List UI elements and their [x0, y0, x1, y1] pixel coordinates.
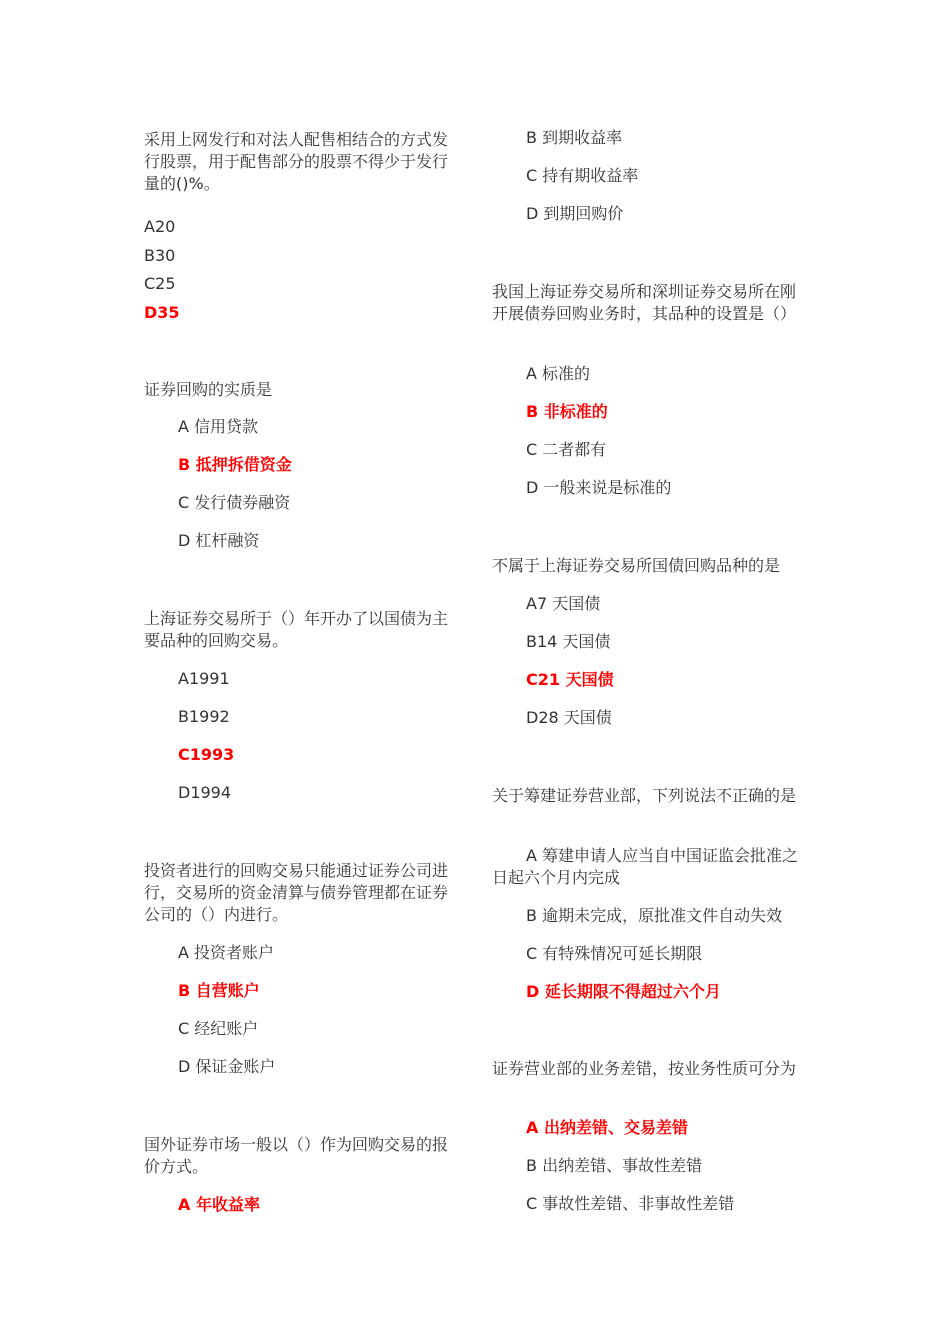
option-c: C 经纪账户 — [178, 1019, 259, 1038]
option-d: D 一般来说是标准的 — [526, 478, 672, 497]
option-b: B14 天国债 — [526, 632, 611, 651]
question-text: 投资者进行的回购交易只能通过证券公司进行，交易所的资金清算与债券管理都在证券公司的（）内进行。 — [144, 861, 449, 924]
option-b-correct: B 非标准的 — [526, 402, 608, 421]
option-a-correct: A 年收益率 — [178, 1195, 260, 1214]
question-text: 证券回购的实质是 — [144, 380, 273, 399]
option-d: D 到期回购价 — [526, 204, 624, 223]
option-d: D 杠杆融资 — [178, 531, 260, 550]
option-d-correct: D 延长期限不得超过六个月 — [526, 982, 721, 1001]
question-text: 上海证券交易所于（）年开办了以国债为主要品种的回购交易。 — [144, 609, 449, 650]
question-block — [144, 129, 454, 195]
option-b: B1992 — [178, 707, 230, 726]
option-c-correct: C1993 — [178, 745, 235, 764]
option-c-correct: C21 天国债 — [526, 670, 614, 689]
option-d-correct: D35 — [144, 303, 180, 322]
option-a: A 筹建申请人应当自中国证监会批准之日起六个月内完成 — [492, 846, 799, 887]
option-a-correct: A 出纳差错、交易差错 — [526, 1118, 688, 1137]
question-block — [144, 860, 454, 926]
option-b-correct: B 自营账户 — [178, 981, 260, 1000]
option-a: A 信用贷款 — [178, 417, 259, 436]
option-a: A1991 — [178, 669, 230, 688]
option-c: C 有特殊情况可延长期限 — [526, 944, 703, 963]
option-a: A20 — [144, 217, 176, 236]
question-text: 我国上海证券交易所和深圳证券交易所在刚开展债券回购业务时，其品种的设置是（） — [492, 282, 797, 323]
option-c: C 发行债券融资 — [178, 493, 291, 512]
question-block — [492, 785, 802, 807]
option-a: A 投资者账户 — [178, 943, 275, 962]
question-text: 国外证券市场一般以（）作为回购交易的报价方式。 — [144, 1135, 449, 1176]
option-c: C25 — [144, 274, 176, 293]
question-block — [144, 379, 454, 401]
question-text: 采用上网发行和对法人配售相结合的方式发行股票，用于配售部分的股票不得少于发行量的()%。 — [144, 130, 449, 193]
option-c: C 二者都有 — [526, 440, 607, 459]
question-block — [492, 1058, 802, 1080]
option-d: D28 天国债 — [526, 708, 612, 727]
option-b-correct: B 抵押拆借资金 — [178, 455, 292, 474]
question-text: 关于筹建证券营业部，下列说法不正确的是 — [492, 786, 797, 805]
question-block — [492, 281, 802, 325]
question-block — [144, 1134, 454, 1178]
question-text: 证券营业部的业务差错，按业务性质可分为 — [492, 1059, 797, 1078]
option-b: B30 — [144, 246, 176, 265]
option-d: D1994 — [178, 783, 232, 802]
option-a: A 标准的 — [526, 364, 591, 383]
option-c: C 事故性差错、非事故性差错 — [526, 1194, 735, 1213]
option-b: B 到期收益率 — [526, 128, 623, 147]
option-d: D 保证金账户 — [178, 1057, 276, 1076]
question-block — [492, 555, 802, 577]
option-b: B 出纳差错、事故性差错 — [526, 1156, 703, 1175]
option-b: B 逾期未完成，原批准文件自动失效 — [526, 906, 783, 925]
question-text: 不属于上海证券交易所国债回购品种的是 — [492, 556, 781, 575]
option-a: A7 天国债 — [526, 594, 601, 613]
option-c: C 持有期收益率 — [526, 166, 639, 185]
question-block — [144, 608, 454, 652]
